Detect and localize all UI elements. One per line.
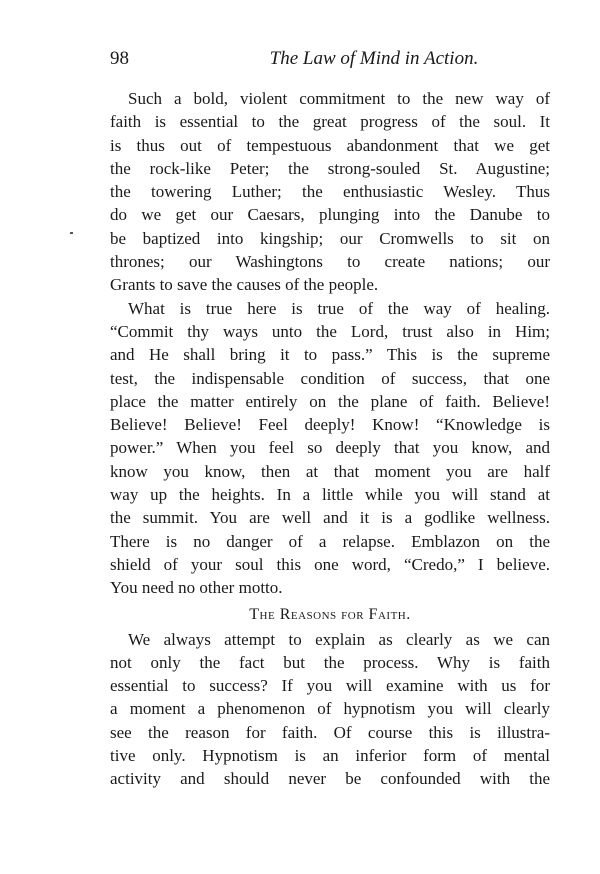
paragraph-commitment [110, 87, 550, 297]
text-line: the summit. You are well and it is a godlike wellness. [110, 508, 550, 528]
margin-mark [70, 232, 73, 234]
text-line: activity and should never be confounded with the [110, 769, 550, 789]
text-line: is thus out of tempestuous abandonment that we get [110, 135, 550, 155]
page-number: 98 [110, 48, 129, 69]
text-line: You need no other motto. [110, 578, 283, 598]
section-heading: The Reasons for Faith. [249, 605, 411, 623]
text-line: We always attempt to explain as clearly as we can [128, 629, 550, 649]
text-line: thrones; our Washingtons to create nations; our [110, 252, 550, 272]
running-head [110, 46, 550, 72]
text-line: essential to success? If you will examine with us for [110, 676, 550, 696]
text-line: faith is essential to the great progress of the soul. It [110, 112, 550, 132]
text-line: and He shall bring it to pass.” This is the supreme [110, 345, 550, 365]
text-line: test, the indispensable condition of success, that one [110, 368, 550, 388]
text-line: the towering Luther; the enthusiastic Wesley. Thus [110, 182, 550, 202]
text-line: “Commit thy ways unto the Lord, trust also in Him; [110, 321, 550, 341]
paragraph-healing [110, 297, 550, 600]
body-text [110, 87, 550, 791]
text-line: way up the heights. In a little while you will stand at [110, 485, 550, 505]
text-line: know you know, then at that moment you are half [110, 461, 550, 481]
text-line: place the matter entirely on the plane of faith. Believe! [110, 391, 550, 411]
paragraph-reasons [110, 628, 550, 791]
text-line: the rock-like Peter; the strong-souled St. Augustine; [110, 158, 550, 178]
text-line: power.” When you feel so deeply that you know, and [110, 438, 550, 458]
text-line: tive only. Hypnotism is an inferior form of mental [110, 746, 550, 766]
text-line: There is no danger of a relapse. Emblazon on the [110, 531, 550, 551]
text-line: not only the fact but the process. Why is faith [110, 652, 550, 672]
text-line: Such a bold, violent commitment to the new way of [128, 89, 550, 108]
text-line: do we get our Caesars, plunging into the Danube to [110, 205, 550, 225]
book-title: The Law of Mind in Action. [269, 48, 479, 69]
text-line: What is true here is true of the way of healing. [128, 298, 550, 318]
text-line: Grants to save the causes of the people. [110, 275, 379, 295]
text-line: Believe! Believe! Feel deeply! Know! “Knowledge is [110, 415, 550, 435]
text-line: shield of your soul this one word, “Credo,” I believe. [110, 554, 550, 574]
text-line: a moment a phenomenon of hypnotism you will clearly [110, 699, 550, 719]
text-line: see the reason for faith. Of course this is illustra- [110, 722, 550, 742]
text-line: be baptized into kingship; our Cromwells to sit on [110, 228, 550, 248]
